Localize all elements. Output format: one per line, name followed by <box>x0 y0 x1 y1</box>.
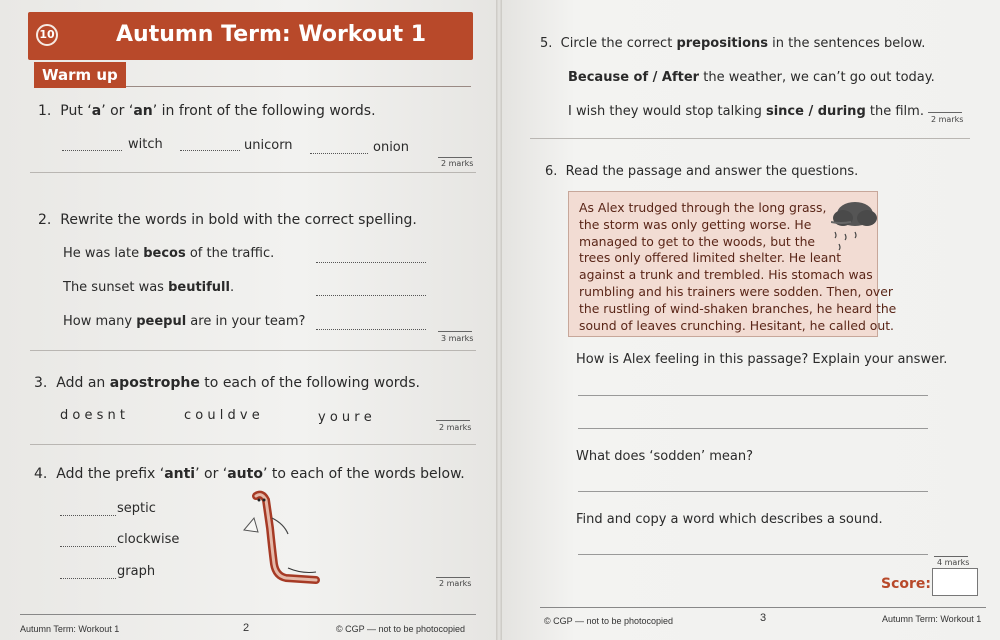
q6-marks: 4 marks <box>937 558 970 567</box>
warm-up-rule <box>126 86 471 87</box>
reading-passage-box <box>568 191 897 337</box>
q6-answer-line-3[interactable] <box>578 554 928 555</box>
q4-marks-rule <box>436 577 470 578</box>
q4-answer-blank-1[interactable] <box>60 515 116 516</box>
q2-separator <box>30 350 476 351</box>
q5-sentence-1: Because of / After the weather, we can’t go out today. <box>568 70 935 85</box>
q2-marks-rule <box>438 331 472 332</box>
q6-answer-line-1b[interactable] <box>578 428 928 429</box>
right-page-number: 3 <box>760 612 767 624</box>
q6-question-1: How is Alex feeling in this passage? Explain your answer. <box>576 352 948 367</box>
q4-marks: 2 marks <box>439 579 472 588</box>
worm-illustration <box>236 488 326 588</box>
score-label: Score: <box>881 576 931 592</box>
q3-word-doesnt[interactable]: d o e s n t <box>60 408 125 423</box>
q5-sentence-2: I wish they would stop talking since / during the film. <box>568 104 924 119</box>
q3-marks: 2 marks <box>439 423 472 432</box>
q2-item-3: How many peepul are in your team? <box>63 314 306 329</box>
right-footer-rule <box>540 607 986 608</box>
left-page-number: 2 <box>243 622 250 634</box>
q5-marks: 2 marks <box>931 115 964 124</box>
q1-answer-blank-3[interactable] <box>310 153 368 154</box>
q1-answer-blank-2[interactable] <box>180 150 240 151</box>
q1-prompt: 1. Put ‘a’ or ‘an’ in front of the following words. <box>38 103 376 119</box>
q2-answer-blank-3[interactable] <box>316 329 426 330</box>
score-box[interactable] <box>932 568 978 596</box>
q4-answer-blank-3[interactable] <box>60 578 116 579</box>
q4-word-clockwise: clockwise <box>117 532 180 547</box>
q5-separator <box>530 138 970 139</box>
q6-prompt: 6. Read the passage and answer the questions. <box>545 164 859 179</box>
rain-cloud-icon <box>831 194 879 254</box>
q4-answer-blank-2[interactable] <box>60 546 116 547</box>
q4-word-septic: septic <box>117 501 156 516</box>
q6-question-2: What does ‘sodden’ mean? <box>576 449 754 464</box>
title-number-badge: 10 <box>36 24 58 46</box>
q6-answer-line-1a[interactable] <box>578 395 928 396</box>
q1-word-unicorn: unicorn <box>244 138 293 153</box>
q6-question-3: Find and copy a word which describes a sound. <box>576 512 883 527</box>
right-footer-title: Autumn Term: Workout 1 <box>882 614 982 624</box>
q1-separator <box>30 172 476 173</box>
left-footer-title: Autumn Term: Workout 1 <box>20 624 120 634</box>
q3-marks-rule <box>436 420 470 421</box>
q6-marks-rule <box>934 556 968 557</box>
q3-separator <box>30 444 476 445</box>
q2-answer-blank-1[interactable] <box>316 262 426 263</box>
right-footer-copyright: © CGP — not to be photocopied <box>544 616 674 626</box>
q3-word-youre[interactable]: y o u r e <box>318 410 372 425</box>
title-banner <box>28 12 473 60</box>
q1-marks: 2 marks <box>441 159 474 168</box>
q3-prompt: 3. Add an apostrophe to each of the following words. <box>34 375 420 391</box>
q5-prompt: 5. Circle the correct prepositions in the sentences below. <box>540 36 926 51</box>
q1-word-witch: witch <box>128 137 163 152</box>
q4-prompt: 4. Add the prefix ‘anti’ or ‘auto’ to each of the words below. <box>34 466 465 482</box>
q2-item-2: The sunset was beutifull. <box>63 280 235 295</box>
reading-passage: As Alex trudged through the long grass, the storm was only getting worse. He managed to get to the woods, but the trees only offered limited shelter. He leant against a trunk and trembled. His stomach was rumbling and his trainers were sodden. Then, over the rustling of wind-shaken branches, he heard the sound of leaves crunching. Hesitant, he called out. <box>579 200 897 333</box>
q6-answer-line-2[interactable] <box>578 491 928 492</box>
q5-choice-1[interactable]: Because of / After <box>568 70 700 85</box>
left-footer-copyright: © CGP — not to be photocopied <box>336 624 466 634</box>
book-spine <box>496 0 502 640</box>
q2-item-1: He was late becos of the traffic. <box>63 246 275 261</box>
q3-word-couldve[interactable]: c o u l d v e <box>184 408 260 423</box>
q2-marks: 3 marks <box>441 334 474 343</box>
q1-answer-blank-1[interactable] <box>62 150 122 151</box>
warm-up-label: Warm up <box>34 62 126 88</box>
q4-word-graph: graph <box>117 564 156 579</box>
page-title: Autumn Term: Workout 1 <box>116 22 427 47</box>
q1-word-onion: onion <box>373 140 409 155</box>
q5-choice-2[interactable]: since / during <box>765 104 866 119</box>
q1-marks-rule <box>438 157 472 158</box>
q2-prompt: 2. Rewrite the words in bold with the correct spelling. <box>38 212 417 228</box>
q2-answer-blank-2[interactable] <box>316 295 426 296</box>
left-footer-rule <box>20 614 476 615</box>
q5-marks-rule <box>928 112 962 113</box>
